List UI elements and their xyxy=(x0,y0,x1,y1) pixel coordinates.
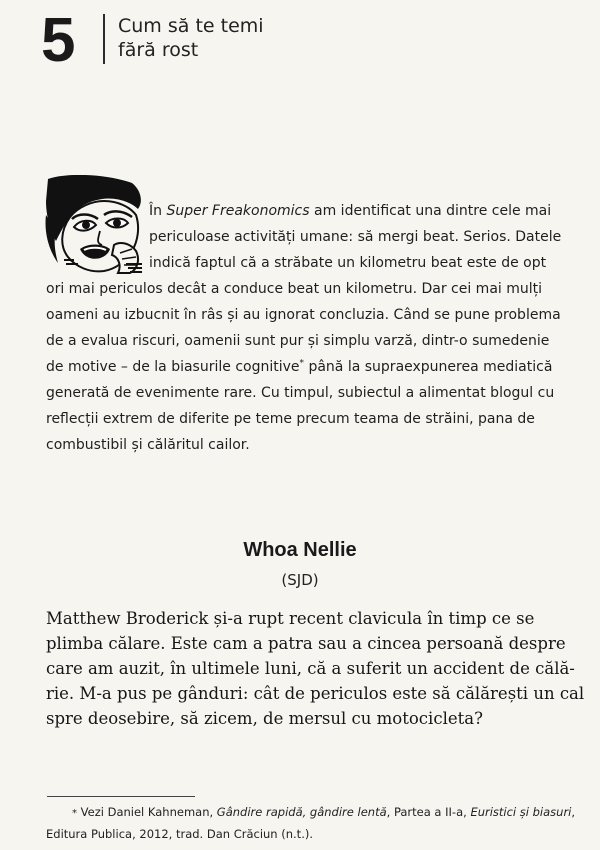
footnote-text: Vezi Daniel Kahneman, xyxy=(77,805,217,819)
footnote-line: Editura Publica, 2012, trad. Dan Crăciun (n.t.). xyxy=(46,827,313,841)
footnote-book-title: Gândire rapidă, gândire lentă xyxy=(216,805,387,819)
book-title: Super Freakonomics xyxy=(166,203,310,219)
chapter-title xyxy=(118,14,378,62)
footnote-part-title: Euristici și biasuri xyxy=(470,805,572,819)
intro-line: indică faptul că a străbate un kilometru beat este de opt xyxy=(149,255,547,271)
body-line: spre deosebire, să zicem, de mersul cu motocicleta? xyxy=(46,709,483,728)
body-line: rie. M-a pus pe gânduri: cât de periculos este să călărești un cal xyxy=(46,684,585,703)
body-line: care am auzit, în ultimele luni, că a suferit un accident de călă- xyxy=(46,659,575,678)
intro-line: ori mai periculos decât a conduce beat un kilometru. Dar cei mai mulți xyxy=(46,281,543,297)
chapter-number: 5 xyxy=(41,6,75,75)
intro-text: până la supraexpunerea mediatică xyxy=(304,359,553,375)
intro-text: am identificat una dintre cele mai xyxy=(309,203,552,219)
chapter-title-line-2: fără rost xyxy=(118,39,199,61)
intro-paragraph xyxy=(46,198,560,458)
body-line: plimba călare. Este cam a patra sau a cincea persoană despre xyxy=(46,634,566,653)
section-author: (SJD) xyxy=(281,571,319,589)
section-title: Whoa Nellie xyxy=(243,539,357,561)
intro-text: de motive – de la biasurile cognitive xyxy=(46,359,300,375)
footnote-line xyxy=(46,802,576,824)
body-line: Matthew Broderick și-a rupt recent clavicula în timp ce se xyxy=(46,609,535,628)
intro-line: generată de evenimente rare. Cu timpul, subiectul a alimentat blogul cu xyxy=(46,385,555,401)
body-paragraph xyxy=(46,606,585,731)
intro-line xyxy=(46,354,560,380)
intro-line: periculoase activități umane: să mergi beat. Serios. Datele xyxy=(149,229,562,245)
intro-line: de a evalua riscuri, oamenii sunt pur și simplu varză, dintr-o sumedenie xyxy=(46,333,550,349)
footnote xyxy=(46,802,576,845)
chapter-divider xyxy=(103,14,105,64)
footnote-reference: * xyxy=(299,358,305,369)
footnote-text: , xyxy=(571,805,576,819)
intro-line: combustibil și călăritul cailor. xyxy=(46,437,250,453)
intro-line xyxy=(46,198,560,224)
footnote-marker: * xyxy=(72,808,77,819)
intro-line: reflecții extrem de diferite pe teme precum teama de străini, pana de xyxy=(46,411,535,427)
footnote-rule xyxy=(47,796,195,797)
chapter-title-line-1: Cum să te temi xyxy=(118,15,264,37)
intro-line: oameni au izbucnit în râs și au ignorat concluzia. Când se pune problema xyxy=(46,307,561,323)
footnote-text: , Partea a II-a, xyxy=(386,805,471,819)
intro-text: În xyxy=(149,203,167,219)
